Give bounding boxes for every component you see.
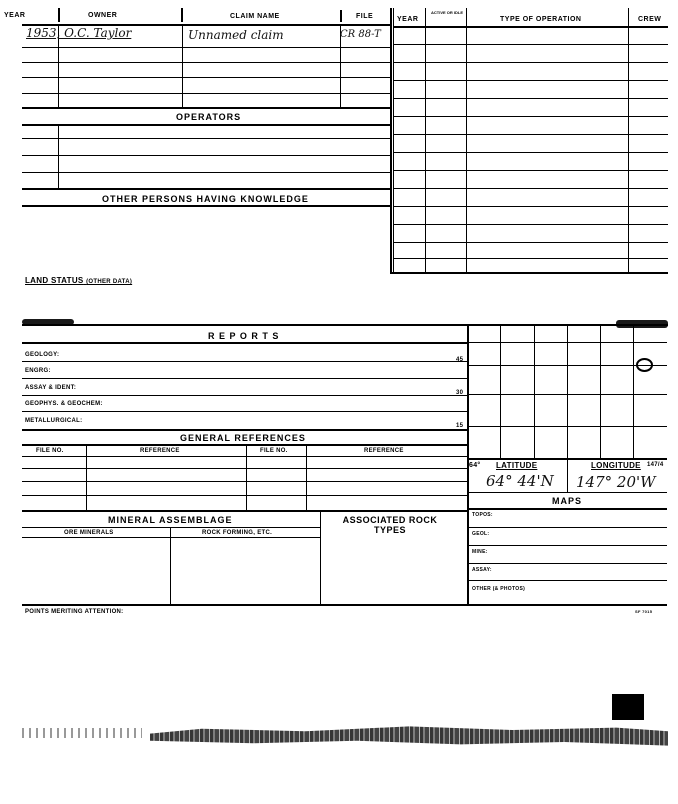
rule	[22, 361, 467, 362]
header-year-right: YEAR	[397, 16, 419, 23]
owner-entry: 1953, O.C. Taylor	[26, 26, 132, 40]
scan-noise-band	[150, 724, 668, 748]
rule	[393, 134, 668, 135]
col-ore-minerals: ORE MINERALS	[64, 530, 114, 536]
reports-row-label: ASSAY & IDENT:	[25, 385, 77, 391]
rule	[22, 138, 390, 139]
maps-row-label: OTHER (& PHOTOS)	[472, 586, 526, 592]
reports-row-label: GEOLOGY:	[25, 352, 60, 358]
grid-line	[467, 426, 667, 427]
maps-row-label: TOPOS:	[472, 512, 493, 518]
rule	[22, 429, 467, 431]
rule	[393, 206, 668, 207]
rule	[22, 395, 467, 396]
rule	[467, 545, 667, 546]
land-status-note: (OTHER DATA)	[86, 279, 133, 285]
reports-row-label: METALLURGICAL:	[25, 418, 83, 424]
col-file-no-2: FILE NO.	[260, 448, 288, 454]
rule	[393, 26, 668, 28]
col-rock-forming: ROCK FORMING, ETC.	[202, 530, 273, 536]
divider	[306, 444, 307, 510]
maps-heading: MAPS	[552, 496, 583, 506]
rule	[393, 44, 668, 45]
reports-row-number: 45	[456, 357, 464, 363]
divider	[181, 8, 183, 22]
rule	[22, 481, 467, 482]
rule	[22, 342, 467, 344]
divider	[58, 124, 59, 188]
scan-noise-band	[22, 728, 142, 738]
rule	[467, 492, 667, 493]
header-file: FILE	[356, 13, 374, 20]
maps-row-label: GEOL:	[472, 531, 490, 537]
divider	[390, 8, 392, 274]
rule	[22, 324, 668, 326]
rule	[390, 272, 668, 274]
reports-row-label: ENGRG:	[25, 368, 51, 374]
grid-line	[500, 326, 501, 458]
associated-rock-types-heading: ASSOCIATED ROCK TYPES	[342, 515, 438, 535]
divider	[628, 8, 629, 274]
rule	[22, 124, 390, 126]
rule	[393, 98, 668, 99]
divider	[466, 8, 467, 274]
grid-line	[467, 394, 667, 395]
rule	[22, 93, 390, 94]
reports-heading: R E P O R T S	[208, 331, 280, 341]
divider	[170, 527, 171, 604]
land-status-label: LAND STATUS	[25, 276, 84, 285]
file-entry: CR 88-T	[340, 29, 381, 40]
rule	[467, 508, 667, 510]
rule	[22, 172, 390, 173]
claim-name-entry: Unnamed claim	[188, 28, 284, 42]
grid-line	[534, 326, 535, 458]
rule	[22, 537, 320, 538]
grid-line	[567, 326, 568, 458]
latitude-prefix: 64°	[469, 462, 481, 469]
rule	[467, 604, 667, 606]
latitude-label: LATITUDE	[496, 461, 538, 470]
divider	[567, 458, 568, 492]
circle-symbol-icon	[636, 358, 653, 372]
rule	[393, 242, 668, 243]
rule	[22, 107, 390, 109]
divider	[340, 10, 342, 22]
rule	[22, 188, 390, 190]
rule	[22, 468, 467, 469]
maps-row-label: ASSAY:	[472, 567, 492, 573]
rule	[22, 495, 467, 496]
longitude-value: 147° 20'W	[576, 473, 656, 491]
rule	[22, 411, 467, 412]
rule	[22, 378, 467, 379]
header-owner: OWNER	[88, 12, 118, 19]
rule	[22, 510, 467, 512]
other-persons-heading: OTHER PERSONS HAVING KNOWLEDGE	[102, 194, 309, 204]
reports-row-number: 30	[456, 390, 464, 396]
rule	[22, 62, 390, 63]
maps-row-label: MINE:	[472, 549, 488, 555]
rule	[393, 224, 668, 225]
black-square-mark	[612, 694, 644, 720]
col-file-no: FILE NO.	[36, 448, 64, 454]
header-active-or-idle: ACTIVE OR IDLE	[430, 10, 463, 15]
grid-line	[633, 326, 634, 458]
col-reference: REFERENCE	[140, 448, 180, 454]
rule	[467, 527, 667, 528]
divider	[86, 444, 87, 510]
form-number: SF 7015	[635, 609, 653, 614]
rule	[467, 580, 667, 581]
rule	[22, 604, 467, 606]
header-year: YEAR	[4, 12, 26, 19]
header-type-of-operation: TYPE OF OPERATION	[500, 16, 582, 23]
header-crew: CREW	[638, 16, 662, 23]
rule	[393, 170, 668, 171]
divider	[320, 512, 321, 604]
divider	[58, 8, 60, 22]
rule	[393, 258, 668, 259]
rule	[393, 116, 668, 117]
divider	[182, 24, 183, 108]
rule	[393, 188, 668, 189]
grid-line	[600, 326, 601, 458]
rule	[22, 47, 390, 48]
divider	[425, 8, 426, 274]
longitude-suffix: 147/4	[647, 462, 664, 468]
rule	[393, 62, 668, 63]
rule	[22, 444, 467, 446]
latitude-value: 64° 44'N	[486, 472, 554, 490]
land-status-heading	[25, 276, 132, 285]
col-reference-2: REFERENCE	[364, 448, 404, 454]
rule	[467, 563, 667, 564]
reports-row-label: GEOPHYS. & GEOCHEM:	[25, 401, 103, 407]
rule	[22, 527, 320, 528]
rule	[393, 80, 668, 81]
rule	[22, 205, 390, 207]
divider	[393, 8, 394, 274]
general-references-heading: GENERAL REFERENCES	[180, 433, 306, 443]
rule	[393, 152, 668, 153]
mineral-assemblage-heading: MINERAL ASSEMBLAGE	[108, 515, 233, 525]
rule	[22, 155, 390, 156]
reports-row-number: 15	[456, 423, 464, 429]
divider	[246, 444, 247, 510]
longitude-label: LONGITUDE	[591, 461, 641, 470]
points-meriting-attention-label: POINTS MERITING ATTENTION:	[25, 609, 124, 615]
rule	[22, 77, 390, 78]
operators-heading: OPERATORS	[176, 112, 242, 122]
rule	[22, 456, 467, 457]
header-claim-name: CLAIM NAME	[230, 13, 280, 20]
